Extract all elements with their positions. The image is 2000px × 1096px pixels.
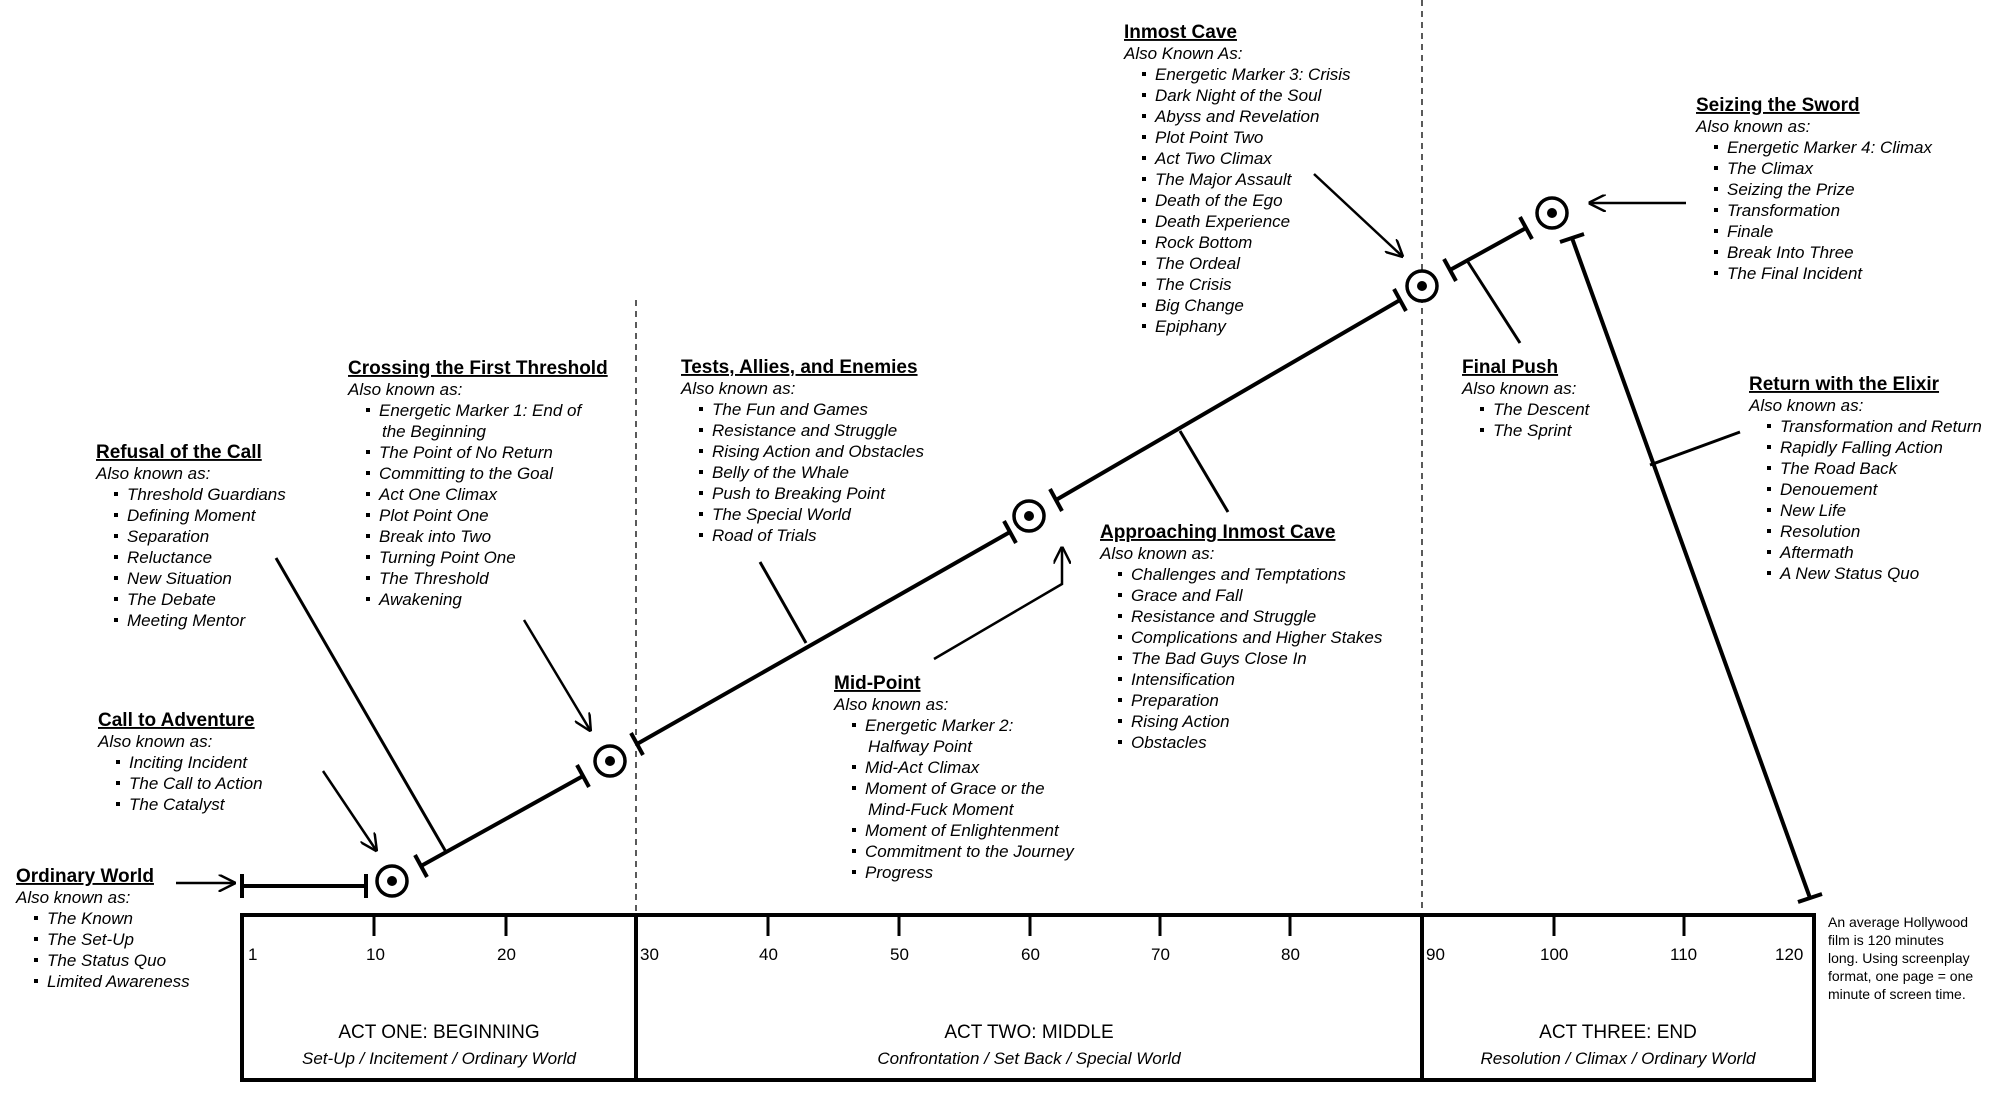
stage-item: Break into Two [379,527,492,546]
ordinary-world-aka: Also known as: [16,888,131,907]
bullet [1118,740,1122,744]
stage-marker [1014,501,1044,531]
stage-item: A New Status Quo [1780,564,1920,583]
bullet [1767,466,1771,470]
bullet [366,492,370,496]
note-line: long. Using screenplay [1828,950,1970,966]
tick-label: 50 [890,945,909,964]
note-line: minute of screen time. [1828,986,1966,1002]
mid-point-label-block [833,673,1075,882]
approaching-inmost-cave-title: Approaching Inmost Cave [1100,522,1336,543]
stage-marker [1537,198,1567,228]
stage-item: Reluctance [127,548,213,567]
bullet [1118,698,1122,702]
act-labels [302,1022,1756,1068]
stage-item: New Life [1780,501,1847,520]
stage-item: Act One Climax [379,485,498,504]
return-with-the-elixir-title: Return with the Elixir [1749,374,1940,395]
bullet [366,408,370,412]
stage-item: Separation [127,527,210,546]
bullet [1142,240,1146,244]
bullet [1480,428,1484,432]
stage-item: Aftermath [1780,543,1854,562]
bullet [1142,93,1146,97]
tick-label: 20 [497,945,516,964]
stage-item: The Special World [712,505,851,524]
stage-item: Denouement [1780,480,1878,499]
stage-item: Grace and Fall [1131,586,1243,605]
final-push-label-block [1461,357,1591,440]
return-with-the-elixir-aka: Also known as: [1749,396,1864,415]
stage-item: Dark Night of the Soul [1155,86,1322,105]
note-line: format, one page = one [1828,968,1974,984]
stage-item: Road of Trials [712,526,817,545]
tick-label: 120 [1775,945,1804,964]
bullet [852,786,856,790]
stage-item: The Known [47,909,133,928]
stage-item: Preparation [1131,691,1219,710]
bullet [1142,219,1146,223]
bullet [1142,282,1146,286]
stage-labels [15,22,1982,991]
tick-label: 40 [759,945,778,964]
refusal-of-the-call-title: Refusal of the Call [96,442,262,463]
stage-item: Transformation [1727,201,1841,220]
path-cap [1520,217,1532,239]
bullet [116,781,120,785]
stage-item: Awakening [379,590,462,609]
inmost-cave-label-block [1123,22,1351,336]
stage-marker [595,746,625,776]
stage-item: Act Two Climax [1155,149,1272,168]
ordinary-world-title: Ordinary World [16,866,154,887]
stage-item: Committing to the Goal [379,464,553,483]
stage-item: The Catalyst [129,795,225,814]
path-segment [1450,228,1526,270]
stage-item: Plot Point Two [1155,128,1264,147]
stage-item: Death Experience [1155,212,1291,231]
bullet [699,512,703,516]
arrow-crossing-threshold [524,620,590,730]
bullet [1118,635,1122,639]
act-one-subtitle: Set-Up / Incitement / Ordinary World [302,1049,576,1068]
stage-item: The Threshold [379,569,489,588]
bullet [1142,261,1146,265]
bullet [114,534,118,538]
act-two-subtitle: Confrontation / Set Back / Special World [877,1049,1181,1068]
connector-tests [760,562,806,643]
stage-item: Commitment to the Journey [865,842,1074,861]
bullet [699,407,703,411]
bullet [1767,487,1771,491]
path-cap [1394,289,1406,311]
bullet [1118,656,1122,660]
stage-item: Complications and Higher Stakes [1131,628,1383,647]
bullet [366,513,370,517]
bullet [366,555,370,559]
stage-item: Resistance and Struggle [1131,607,1317,626]
call-to-adventure-aka: Also known as: [98,732,213,751]
bullet [1118,593,1122,597]
tick-label: 1 [248,945,258,964]
path-cap [1050,489,1062,511]
stage-item: The Sprint [1493,421,1572,440]
stage-item: Rising Action [1131,712,1230,731]
stage-item: Energetic Marker 3: Crisis [1155,65,1351,84]
seizing-the-sword-aka: Also known as: [1696,117,1811,136]
stage-item: Energetic Marker 2: [865,716,1014,735]
mid-point-aka: Also known as: [834,695,949,714]
bullet [699,533,703,537]
stage-item: The Point of No Return [379,443,553,462]
bullet [1118,572,1122,576]
stage-item: Abyss and Revelation [1155,107,1320,126]
stage-item: Obstacles [1131,733,1207,752]
bullet [114,513,118,517]
tick-labels [248,945,1803,964]
path-segment [421,776,583,866]
stage-item: The Major Assault [1155,170,1292,189]
bullet [1142,156,1146,160]
approaching-inmost-cave-aka: Also known as: [1100,544,1215,563]
stage-item: Defining Moment [127,506,256,525]
connector-elixir [1650,432,1740,465]
bullet [852,723,856,727]
bullet [1714,166,1718,170]
seizing-the-sword-title: Seizing the Sword [1696,95,1860,116]
refusal-of-the-call-aka: Also known as: [96,464,211,483]
bullet [114,597,118,601]
bullet [1767,508,1771,512]
bullet [1118,614,1122,618]
bullet [1142,135,1146,139]
tick-label: 60 [1021,945,1040,964]
path-segment [1056,300,1400,500]
stage-item: The Ordeal [1155,254,1241,273]
bullet [1142,303,1146,307]
stage-item: Epiphany [1155,317,1226,336]
bullet [1767,529,1771,533]
inmost-cave-aka: Also Known As: [1124,44,1243,63]
stage-marker [377,866,407,896]
stage-item: Belly of the Whale [712,463,850,482]
bullet [1142,114,1146,118]
stage-item: Rock Bottom [1155,233,1253,252]
tick-label: 30 [640,945,659,964]
bullet [852,828,856,832]
stage-item: Progress [865,863,934,882]
stage-item: Resolution [1780,522,1861,541]
act-three-subtitle: Resolution / Climax / Ordinary World [1480,1049,1756,1068]
tick-label: 80 [1281,945,1300,964]
stage-item: The Final Incident [1727,264,1863,283]
stage-item: The Call to Action [129,774,263,793]
path-cap [1444,259,1456,281]
bullet [34,916,38,920]
path-segment [1572,238,1810,898]
tests-allies-and-enemies-title: Tests, Allies, and Enemies [681,357,918,378]
tests-allies-and-enemies-aka: Also known as: [681,379,796,398]
stage-item: Energetic Marker 1: End of [379,401,582,420]
bullet [852,765,856,769]
act-one-title: ACT ONE: BEGINNING [338,1022,540,1043]
return-with-the-elixir-label-block [1748,374,1982,583]
final-push-title: Final Push [1462,357,1559,378]
stage-item: Transformation and Return [1780,417,1982,436]
stage-item: Rising Action and Obstacles [712,442,924,461]
stage-item: Intensification [1131,670,1235,689]
bullet [1118,719,1122,723]
stage-item: Mind-Fuck Moment [868,800,1014,819]
bullet [1714,208,1718,212]
bullet [1118,677,1122,681]
bullet [1767,445,1771,449]
bullet [1142,198,1146,202]
bullet [114,492,118,496]
path-cap [1004,521,1016,543]
stage-item: Seizing the Prize [1727,180,1855,199]
bullet [366,534,370,538]
bullet [1142,72,1146,76]
stage-item: The Fun and Games [712,400,868,419]
tick-label: 10 [366,945,385,964]
bullet [852,870,856,874]
stage-item: Big Change [1155,296,1244,315]
bullet [116,802,120,806]
stage-item: Rapidly Falling Action [1780,438,1943,457]
stage-item: The Descent [1493,400,1590,419]
path-cap [415,855,427,877]
bullet [34,958,38,962]
bullet [699,491,703,495]
refusal-of-the-call-label-block [95,442,286,630]
stage-item: Turning Point One [379,548,516,567]
path-segment [637,532,1010,744]
stage-item: Plot Point One [379,506,489,525]
bullet [366,597,370,601]
bullet [1767,550,1771,554]
stage-item: The Set-Up [47,930,134,949]
act-three-title: ACT THREE: END [1539,1022,1697,1043]
stage-item: Threshold Guardians [127,485,286,504]
seizing-the-sword-label-block [1695,95,1933,283]
screenplay-note [1828,914,1973,1002]
stage-item: The Status Quo [47,951,167,970]
mid-point-title: Mid-Point [834,673,921,694]
note-line: film is 120 minutes [1828,932,1944,948]
bullet [114,618,118,622]
call-to-adventure-label-block [97,710,263,814]
tick-label: 110 [1670,945,1698,964]
stage-item: The Road Back [1780,459,1898,478]
approaching-inmost-cave-label-block [1099,522,1383,752]
bullet [116,760,120,764]
tests-allies-and-enemies-label-block [680,357,924,545]
bullet [114,576,118,580]
bullet [1714,187,1718,191]
bullet [1714,250,1718,254]
bullet [366,576,370,580]
bullet [699,470,703,474]
bullet [699,428,703,432]
stage-item: Break Into Three [1727,243,1854,262]
bullet [1714,229,1718,233]
tick-marks [374,915,1684,936]
stage-item: New Situation [127,569,232,588]
tick-label: 70 [1151,945,1170,964]
stage-item: Finale [1727,222,1774,241]
bullet [1767,424,1771,428]
stage-item: Push to Breaking Point [712,484,885,503]
tick-label: 100 [1540,945,1569,964]
stage-item: Challenges and Temptations [1131,565,1346,584]
stage-item: Death of the Ego [1155,191,1283,210]
stage-item: Limited Awareness [47,972,190,991]
path-cap [631,733,643,755]
stage-item: Halfway Point [868,737,972,756]
stage-item: Inciting Incident [129,753,248,772]
stage-item: the Beginning [382,422,486,441]
call-to-adventure-title: Call to Adventure [98,710,255,731]
inmost-cave-title: Inmost Cave [1124,22,1237,43]
stage-item: The Debate [127,590,216,609]
bullet [34,937,38,941]
connector-final-push [1468,262,1520,343]
stage-item: Meeting Mentor [127,611,246,630]
crossing-the-first-threshold-title: Crossing the First Threshold [348,358,608,379]
arrow-call-to-adventure [323,771,376,850]
arrow-inmost-cave [1314,174,1402,256]
note-line: An average Hollywood [1828,914,1969,930]
bullet [366,450,370,454]
bullet [1714,145,1718,149]
bullet [1767,571,1771,575]
final-push-aka: Also known as: [1462,379,1577,398]
bullet [1142,177,1146,181]
act-two-title: ACT TWO: MIDDLE [944,1022,1114,1043]
ordinary-world-label-block [15,866,190,991]
connector-approaching [1180,431,1228,512]
bullet [1714,271,1718,275]
bullet [114,555,118,559]
crossing-the-first-threshold-label-block [347,358,608,609]
bullet [1142,324,1146,328]
stage-item: Moment of Enlightenment [865,821,1059,840]
crossing-the-first-threshold-aka: Also known as: [348,380,463,399]
path-cap [577,765,589,787]
stage-item: The Crisis [1155,275,1232,294]
bullet [34,979,38,983]
stage-item: The Climax [1727,159,1813,178]
bullet [852,849,856,853]
stage-item: The Bad Guys Close In [1131,649,1307,668]
stage-item: Energetic Marker 4: Climax [1727,138,1933,157]
bullet [1480,407,1484,411]
tick-label: 90 [1426,945,1445,964]
bullet [366,471,370,475]
bullet [699,449,703,453]
stage-item: Mid-Act Climax [865,758,980,777]
stage-item: Resistance and Struggle [712,421,898,440]
stage-item: Moment of Grace or the [865,779,1045,798]
stage-marker [1407,271,1437,301]
